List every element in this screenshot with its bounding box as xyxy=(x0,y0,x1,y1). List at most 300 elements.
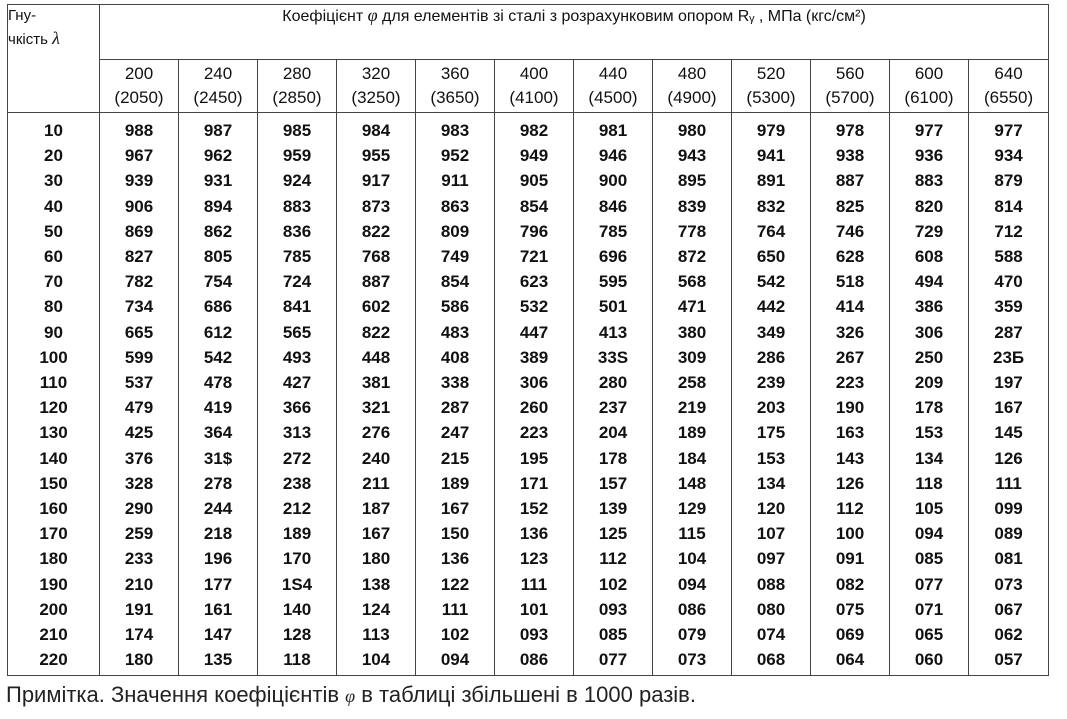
coefficient-cell: 988 xyxy=(100,113,179,144)
coefficient-cell: 321 xyxy=(337,395,416,420)
coefficient-cell: 065 xyxy=(890,622,969,647)
table-row xyxy=(8,572,1049,597)
coefficient-cell: 239 xyxy=(732,370,811,395)
coefficient-cell: 147 xyxy=(179,622,258,647)
coefficient-cell: 309 xyxy=(653,345,732,370)
coefficient-cell: 244 xyxy=(179,496,258,521)
coefficient-cell: 177 xyxy=(179,572,258,597)
coefficient-cell: 949 xyxy=(495,143,574,168)
coefficient-cell: 809 xyxy=(416,219,495,244)
coefficient-cell: 218 xyxy=(179,521,258,546)
coefficient-cell: 820 xyxy=(890,194,969,219)
coefficient-cell: 280 xyxy=(574,370,653,395)
coefficient-cell: 240 xyxy=(337,446,416,471)
coefficient-cell: 448 xyxy=(337,345,416,370)
coefficient-cell: 163 xyxy=(811,420,890,445)
slenderness-cell: 70 xyxy=(8,269,100,294)
slenderness-cell: 20 xyxy=(8,143,100,168)
coefficient-cell: 854 xyxy=(416,269,495,294)
coefficient-cell: 089 xyxy=(969,521,1049,546)
coefficient-cell: 887 xyxy=(337,269,416,294)
column-kgs: (3650) xyxy=(430,88,480,107)
coefficient-cell: 419 xyxy=(179,395,258,420)
buckling-coefficient-table xyxy=(7,4,1049,676)
coefficient-cell: 170 xyxy=(258,546,337,571)
coefficient-cell: 782 xyxy=(100,269,179,294)
coefficient-cell: 157 xyxy=(574,471,653,496)
coefficient-cell: 983 xyxy=(416,113,495,144)
coefficient-cell: 074 xyxy=(732,622,811,647)
coefficient-cell: 938 xyxy=(811,143,890,168)
coefficient-cell: 955 xyxy=(337,143,416,168)
coefficient-cell: 101 xyxy=(495,597,574,622)
coefficient-cell: 494 xyxy=(890,269,969,294)
coefficient-cell: 080 xyxy=(732,597,811,622)
coefficient-cell: 223 xyxy=(811,370,890,395)
slenderness-cell: 160 xyxy=(8,496,100,521)
coefficient-cell: 982 xyxy=(495,113,574,144)
coefficient-cell: 210 xyxy=(100,572,179,597)
coefficient-cell: 754 xyxy=(179,269,258,294)
coefficient-cell: 863 xyxy=(416,194,495,219)
coefficient-cell: 328 xyxy=(100,471,179,496)
slenderness-cell: 90 xyxy=(8,320,100,345)
coefficient-cell: 287 xyxy=(969,320,1049,345)
coefficient-cell: 326 xyxy=(811,320,890,345)
column-header-240 xyxy=(179,60,258,113)
table-row xyxy=(8,647,1049,676)
coefficient-cell: 124 xyxy=(337,597,416,622)
coefficient-cell: 118 xyxy=(258,647,337,676)
coefficient-cell: 073 xyxy=(653,647,732,676)
coefficient-cell: 734 xyxy=(100,294,179,319)
column-header-520 xyxy=(732,60,811,113)
coefficient-cell: 069 xyxy=(811,622,890,647)
coefficient-cell: 180 xyxy=(100,647,179,676)
coefficient-cell: 113 xyxy=(337,622,416,647)
coefficient-cell: 112 xyxy=(811,496,890,521)
coefficient-cell: 686 xyxy=(179,294,258,319)
coefficient-cell: 111 xyxy=(416,597,495,622)
coefficient-cell: 104 xyxy=(653,546,732,571)
coefficient-cell: 408 xyxy=(416,345,495,370)
coefficient-cell: 785 xyxy=(258,244,337,269)
column-mpa: 480 xyxy=(677,64,707,83)
column-mpa: 240 xyxy=(203,64,233,83)
coefficient-cell: 900 xyxy=(574,168,653,193)
column-header-480 xyxy=(653,60,732,113)
coefficient-cell: 178 xyxy=(890,395,969,420)
slenderness-cell: 190 xyxy=(8,572,100,597)
coefficient-cell: 471 xyxy=(653,294,732,319)
coefficient-cell: 894 xyxy=(179,194,258,219)
coefficient-cell: 839 xyxy=(653,194,732,219)
coefficient-cell: 313 xyxy=(258,420,337,445)
coefficient-cell: 204 xyxy=(574,420,653,445)
coefficient-cell: 094 xyxy=(653,572,732,597)
coefficient-cell: 153 xyxy=(890,420,969,445)
coefficient-cell: 729 xyxy=(890,219,969,244)
coefficient-cell: 071 xyxy=(890,597,969,622)
coefficient-cell: 306 xyxy=(495,370,574,395)
coefficient-cell: 212 xyxy=(258,496,337,521)
coefficient-cell: 979 xyxy=(732,113,811,144)
coefficient-cell: 967 xyxy=(100,143,179,168)
coefficient-cell: 796 xyxy=(495,219,574,244)
coefficient-cell: 977 xyxy=(890,113,969,144)
coefficient-cell: 153 xyxy=(732,446,811,471)
table-note: Примітка. Значення коефіцієнтів φ в таблиці збільшені в 1000 разів. xyxy=(6,682,696,707)
coefficient-cell: 286 xyxy=(732,345,811,370)
slenderness-cell: 130 xyxy=(8,420,100,445)
table-row xyxy=(8,546,1049,571)
coefficient-cell: 602 xyxy=(337,294,416,319)
coefficient-cell: 152 xyxy=(495,496,574,521)
slenderness-cell: 210 xyxy=(8,622,100,647)
slenderness-cell: 50 xyxy=(8,219,100,244)
column-mpa: 640 xyxy=(994,64,1023,83)
table-row xyxy=(8,219,1049,244)
coefficient-cell: 33S xyxy=(574,345,653,370)
coefficient-cell: 077 xyxy=(890,572,969,597)
coefficient-cell: 085 xyxy=(890,546,969,571)
coefficient-cell: 136 xyxy=(495,521,574,546)
table-row xyxy=(8,194,1049,219)
coefficient-cell: 118 xyxy=(890,471,969,496)
coefficient-cell: 086 xyxy=(495,647,574,676)
coefficient-cell: 425 xyxy=(100,420,179,445)
coefficient-cell: 276 xyxy=(337,420,416,445)
coefficient-cell: 23Б xyxy=(969,345,1049,370)
table-row xyxy=(8,446,1049,471)
coefficient-cell: 984 xyxy=(337,113,416,144)
coefficient-cell: 588 xyxy=(969,244,1049,269)
coefficient-cell: 542 xyxy=(179,345,258,370)
slenderness-cell: 60 xyxy=(8,244,100,269)
coefficient-cell: 980 xyxy=(653,113,732,144)
coefficient-cell: 628 xyxy=(811,244,890,269)
coefficient-cell: 366 xyxy=(258,395,337,420)
coefficient-cell: 272 xyxy=(258,446,337,471)
coefficient-cell: 869 xyxy=(100,219,179,244)
table-row xyxy=(8,113,1049,144)
slenderness-cell: 200 xyxy=(8,597,100,622)
column-mpa: 560 xyxy=(835,64,865,83)
coefficient-cell: 140 xyxy=(258,597,337,622)
column-kgs: (4100) xyxy=(509,88,559,107)
coefficient-cell: 167 xyxy=(337,521,416,546)
coefficient-cell: 518 xyxy=(811,269,890,294)
column-kgs: (2850) xyxy=(272,88,322,107)
coefficient-cell: 359 xyxy=(969,294,1049,319)
column-kgs: (3250) xyxy=(351,88,401,107)
coefficient-cell: 057 xyxy=(969,647,1049,676)
coefficient-cell: 062 xyxy=(969,622,1049,647)
coefficient-cell: 064 xyxy=(811,647,890,676)
column-kgs: (2450) xyxy=(193,88,243,107)
coefficient-cell: 905 xyxy=(495,168,574,193)
coefficient-cell: 924 xyxy=(258,168,337,193)
coefficient-cell: 082 xyxy=(811,572,890,597)
coefficient-cell: 099 xyxy=(969,496,1049,521)
coefficient-cell: 778 xyxy=(653,219,732,244)
coefficient-cell: 238 xyxy=(258,471,337,496)
coefficient-cell: 209 xyxy=(890,370,969,395)
coefficient-cell: 442 xyxy=(732,294,811,319)
coefficient-cell: 077 xyxy=(574,647,653,676)
coefficient-cell: 501 xyxy=(574,294,653,319)
coefficient-cell: 768 xyxy=(337,244,416,269)
coefficient-cell: 178 xyxy=(574,446,653,471)
coefficient-cell: 111 xyxy=(495,572,574,597)
slenderness-cell: 150 xyxy=(8,471,100,496)
coefficient-cell: 749 xyxy=(416,244,495,269)
coefficient-cell: 190 xyxy=(811,395,890,420)
coefficient-cell: 962 xyxy=(179,143,258,168)
coefficient-cell: 148 xyxy=(653,471,732,496)
coefficient-cell: 306 xyxy=(890,320,969,345)
slenderness-cell: 120 xyxy=(8,395,100,420)
coefficient-cell: 721 xyxy=(495,244,574,269)
coefficient-cell: 195 xyxy=(495,446,574,471)
coefficient-cell: 145 xyxy=(969,420,1049,445)
coefficient-cell: 174 xyxy=(100,622,179,647)
coefficient-cell: 427 xyxy=(258,370,337,395)
coefficient-cell: 981 xyxy=(574,113,653,144)
coefficient-cell: 094 xyxy=(416,647,495,676)
coefficient-cell: 175 xyxy=(732,420,811,445)
coefficient-cell: 612 xyxy=(179,320,258,345)
coefficient-cell: 595 xyxy=(574,269,653,294)
coefficient-cell: 941 xyxy=(732,143,811,168)
column-header-640 xyxy=(969,60,1049,113)
column-kgs: (5700) xyxy=(825,88,875,107)
coefficient-cell: 184 xyxy=(653,446,732,471)
column-mpa: 200 xyxy=(124,64,154,83)
coefficient-cell: 599 xyxy=(100,345,179,370)
table-row xyxy=(8,320,1049,345)
coefficient-cell: 746 xyxy=(811,219,890,244)
coefficient-cell: 189 xyxy=(653,420,732,445)
coefficient-cell: 060 xyxy=(890,647,969,676)
coefficient-cell: 093 xyxy=(574,597,653,622)
coefficient-caption: Коефіцієнт φ для елементів зі сталі з розрахунковим опором Rᵧ , МПа (кгс/см²) xyxy=(100,5,1049,60)
coefficient-cell: 123 xyxy=(495,546,574,571)
coefficient-cell: 196 xyxy=(179,546,258,571)
coefficient-cell: 414 xyxy=(811,294,890,319)
coefficient-cell: 724 xyxy=(258,269,337,294)
coefficient-cell: 349 xyxy=(732,320,811,345)
coefficient-cell: 364 xyxy=(179,420,258,445)
table-row xyxy=(8,244,1049,269)
coefficient-cell: 887 xyxy=(811,168,890,193)
coefficient-cell: 846 xyxy=(574,194,653,219)
coefficient-cell: 413 xyxy=(574,320,653,345)
coefficient-cell: 136 xyxy=(416,546,495,571)
coefficient-cell: 120 xyxy=(732,496,811,521)
coefficient-cell: 219 xyxy=(653,395,732,420)
strength-columns-row xyxy=(8,60,1049,113)
column-header-200 xyxy=(100,60,179,113)
coefficient-cell: 134 xyxy=(890,446,969,471)
coefficient-cell: 946 xyxy=(574,143,653,168)
coefficient-cell: 134 xyxy=(732,471,811,496)
coefficient-cell: 338 xyxy=(416,370,495,395)
coefficient-cell: 187 xyxy=(337,496,416,521)
coefficient-cell: 167 xyxy=(969,395,1049,420)
coefficient-cell: 223 xyxy=(495,420,574,445)
coefficient-cell: 939 xyxy=(100,168,179,193)
coefficient-cell: 259 xyxy=(100,521,179,546)
table-row xyxy=(8,395,1049,420)
coefficient-cell: 079 xyxy=(653,622,732,647)
coefficient-cell: 233 xyxy=(100,546,179,571)
column-header-320 xyxy=(337,60,416,113)
coefficient-cell: 1S4 xyxy=(258,572,337,597)
slenderness-cell: 80 xyxy=(8,294,100,319)
column-mpa: 320 xyxy=(361,64,391,83)
table-row xyxy=(8,345,1049,370)
coefficient-cell: 822 xyxy=(337,219,416,244)
coefficient-cell: 532 xyxy=(495,294,574,319)
coefficient-cell: 568 xyxy=(653,269,732,294)
coefficient-cell: 139 xyxy=(574,496,653,521)
coefficient-cell: 115 xyxy=(653,521,732,546)
table-row xyxy=(8,370,1049,395)
slenderness-cell: 100 xyxy=(8,345,100,370)
coefficient-cell: 189 xyxy=(416,471,495,496)
coefficient-cell: 959 xyxy=(258,143,337,168)
coefficient-cell: 31$ xyxy=(179,446,258,471)
coefficient-cell: 161 xyxy=(179,597,258,622)
slenderness-cell: 10 xyxy=(8,113,100,144)
coefficient-cell: 872 xyxy=(653,244,732,269)
coefficient-cell: 143 xyxy=(811,446,890,471)
coefficient-cell: 247 xyxy=(416,420,495,445)
coefficient-cell: 987 xyxy=(179,113,258,144)
column-mpa: 360 xyxy=(440,64,470,83)
coefficient-cell: 126 xyxy=(811,471,890,496)
table-body xyxy=(8,113,1049,676)
coefficient-cell: 943 xyxy=(653,143,732,168)
coefficient-cell: 088 xyxy=(732,572,811,597)
coefficient-cell: 785 xyxy=(574,219,653,244)
column-header-600 xyxy=(890,60,969,113)
column-kgs: (2050) xyxy=(114,88,164,107)
table-row xyxy=(8,597,1049,622)
coefficient-cell: 258 xyxy=(653,370,732,395)
coefficient-cell: 197 xyxy=(969,370,1049,395)
table-row xyxy=(8,622,1049,647)
column-header-560 xyxy=(811,60,890,113)
coefficient-cell: 712 xyxy=(969,219,1049,244)
coefficient-cell: 171 xyxy=(495,471,574,496)
column-header-280 xyxy=(258,60,337,113)
coefficient-cell: 112 xyxy=(574,546,653,571)
coefficient-cell: 665 xyxy=(100,320,179,345)
table-row xyxy=(8,471,1049,496)
coefficient-cell: 135 xyxy=(179,647,258,676)
coefficient-cell: 854 xyxy=(495,194,574,219)
coefficient-cell: 189 xyxy=(258,521,337,546)
table-row xyxy=(8,269,1049,294)
coefficient-cell: 985 xyxy=(258,113,337,144)
coefficient-cell: 764 xyxy=(732,219,811,244)
coefficient-cell: 381 xyxy=(337,370,416,395)
coefficient-cell: 211 xyxy=(337,471,416,496)
coefficient-cell: 805 xyxy=(179,244,258,269)
coefficient-cell: 836 xyxy=(258,219,337,244)
column-mpa: 520 xyxy=(756,64,786,83)
coefficient-cell: 493 xyxy=(258,345,337,370)
coefficient-cell: 825 xyxy=(811,194,890,219)
coefficient-cell: 180 xyxy=(337,546,416,571)
coefficient-cell: 129 xyxy=(653,496,732,521)
coefficient-cell: 126 xyxy=(969,446,1049,471)
coefficient-cell: 125 xyxy=(574,521,653,546)
slenderness-cell: 30 xyxy=(8,168,100,193)
table-row xyxy=(8,143,1049,168)
coefficient-cell: 832 xyxy=(732,194,811,219)
slenderness-cell: 170 xyxy=(8,521,100,546)
column-header-360 xyxy=(416,60,495,113)
column-kgs: (4500) xyxy=(588,88,638,107)
coefficient-cell: 093 xyxy=(495,622,574,647)
coefficient-cell: 537 xyxy=(100,370,179,395)
column-kgs: (5300) xyxy=(746,88,796,107)
coefficient-cell: 068 xyxy=(732,647,811,676)
coefficient-cell: 122 xyxy=(416,572,495,597)
coefficient-cell: 906 xyxy=(100,194,179,219)
coefficient-cell: 873 xyxy=(337,194,416,219)
coefficient-cell: 478 xyxy=(179,370,258,395)
coefficient-cell: 389 xyxy=(495,345,574,370)
coefficient-cell: 094 xyxy=(890,521,969,546)
coefficient-cell: 138 xyxy=(337,572,416,597)
coefficient-cell: 376 xyxy=(100,446,179,471)
column-mpa: 440 xyxy=(598,64,628,83)
coefficient-cell: 105 xyxy=(890,496,969,521)
coefficient-cell: 086 xyxy=(653,597,732,622)
coefficient-cell: 107 xyxy=(732,521,811,546)
coefficient-cell: 911 xyxy=(416,168,495,193)
coefficient-cell: 822 xyxy=(337,320,416,345)
coefficient-cell: 934 xyxy=(969,143,1049,168)
coefficient-cell: 081 xyxy=(969,546,1049,571)
coefficient-cell: 167 xyxy=(416,496,495,521)
slenderness-cell: 180 xyxy=(8,546,100,571)
coefficient-cell: 111 xyxy=(969,471,1049,496)
coefficient-cell: 891 xyxy=(732,168,811,193)
slenderness-cell: 110 xyxy=(8,370,100,395)
coefficient-cell: 862 xyxy=(179,219,258,244)
column-header-440 xyxy=(574,60,653,113)
coefficient-cell: 917 xyxy=(337,168,416,193)
coefficient-cell: 267 xyxy=(811,345,890,370)
coefficient-cell: 447 xyxy=(495,320,574,345)
coefficient-cell: 650 xyxy=(732,244,811,269)
coefficient-cell: 483 xyxy=(416,320,495,345)
coefficient-cell: 931 xyxy=(179,168,258,193)
coefficient-cell: 542 xyxy=(732,269,811,294)
slenderness-cell: 40 xyxy=(8,194,100,219)
coefficient-cell: 215 xyxy=(416,446,495,471)
coefficient-cell: 097 xyxy=(732,546,811,571)
coefficient-cell: 841 xyxy=(258,294,337,319)
coefficient-cell: 250 xyxy=(890,345,969,370)
coefficient-cell: 203 xyxy=(732,395,811,420)
coefficient-cell: 814 xyxy=(969,194,1049,219)
